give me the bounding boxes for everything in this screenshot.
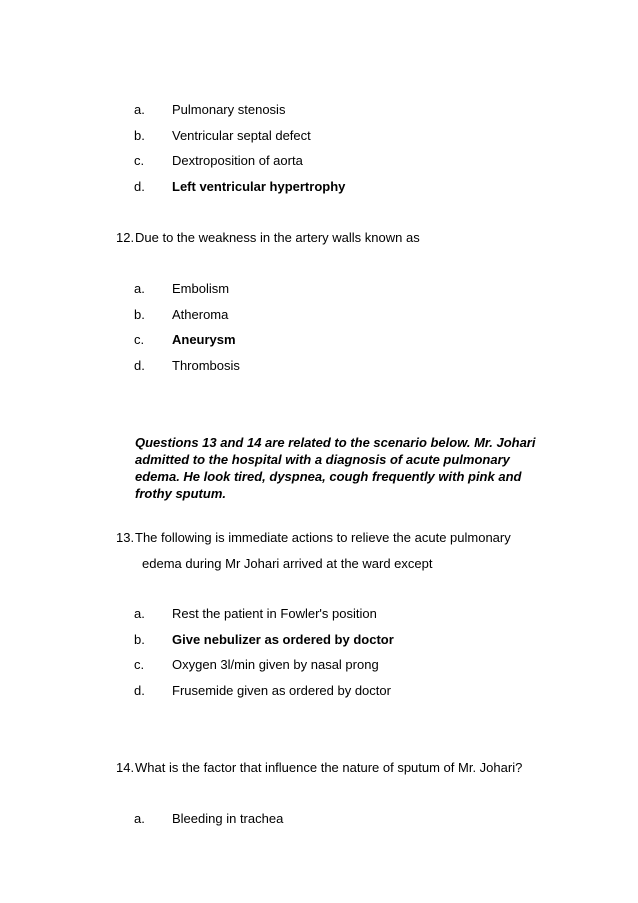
question-14	[116, 759, 522, 777]
option-text-answer: Left ventricular hypertrophy	[172, 179, 346, 194]
option-letter: d.	[134, 179, 145, 194]
option-letter: a.	[134, 606, 145, 621]
scenario-line: Questions 13 and 14 are related to the scenario below. Mr. Johari	[135, 435, 536, 450]
scenario-line: frothy sputum.	[135, 486, 226, 501]
option-text: Atheroma	[172, 307, 229, 322]
option-letter: a.	[134, 281, 145, 296]
option-letter: b.	[134, 307, 145, 322]
option-letter: c.	[134, 657, 145, 672]
question-text: What is the factor that influence the nature of sputum of Mr. Johari?	[135, 760, 523, 775]
option-letter: c.	[134, 332, 145, 347]
option-letter: b.	[134, 128, 145, 143]
option-text: Embolism	[172, 281, 230, 296]
question-13-continued: edema during Mr Johari arrived at the ward except	[142, 556, 433, 571]
question-13	[116, 529, 511, 547]
option-letter: a.	[134, 811, 145, 826]
question-text: The following is immediate actions to relieve the acute pulmonary	[135, 530, 511, 545]
option-letter: b.	[134, 632, 145, 647]
option-text: Thrombosis	[172, 358, 240, 373]
option-letter: a.	[134, 102, 145, 117]
option-letter: d.	[134, 358, 145, 373]
scenario-line: admitted to the hospital with a diagnosis of acute pulmonary	[135, 452, 510, 467]
question-number: 12.	[116, 230, 135, 245]
option-text-answer: Give nebulizer as ordered by doctor	[172, 632, 394, 647]
option-text: Oxygen 3l/min given by nasal prong	[172, 657, 379, 672]
option-text: Bleeding in trachea	[172, 811, 284, 826]
option-text-answer: Aneurysm	[172, 332, 236, 347]
question-text: Due to the weakness in the artery walls known as	[135, 230, 420, 245]
option-letter: c.	[134, 153, 145, 168]
question-number: 13.	[116, 530, 135, 545]
option-text: Rest the patient in Fowler's position	[172, 606, 377, 621]
option-letter: d.	[134, 683, 145, 698]
question-12	[116, 229, 420, 247]
option-text: Dextroposition of aorta	[172, 153, 303, 168]
option-text: Ventricular septal defect	[172, 128, 311, 143]
scenario-block	[135, 434, 555, 502]
option-text: Pulmonary stenosis	[172, 102, 286, 117]
option-text: Frusemide given as ordered by doctor	[172, 683, 391, 698]
scenario-line: edema. He look tired, dyspnea, cough frequently with pink and	[135, 469, 522, 484]
question-number: 14.	[116, 760, 135, 775]
